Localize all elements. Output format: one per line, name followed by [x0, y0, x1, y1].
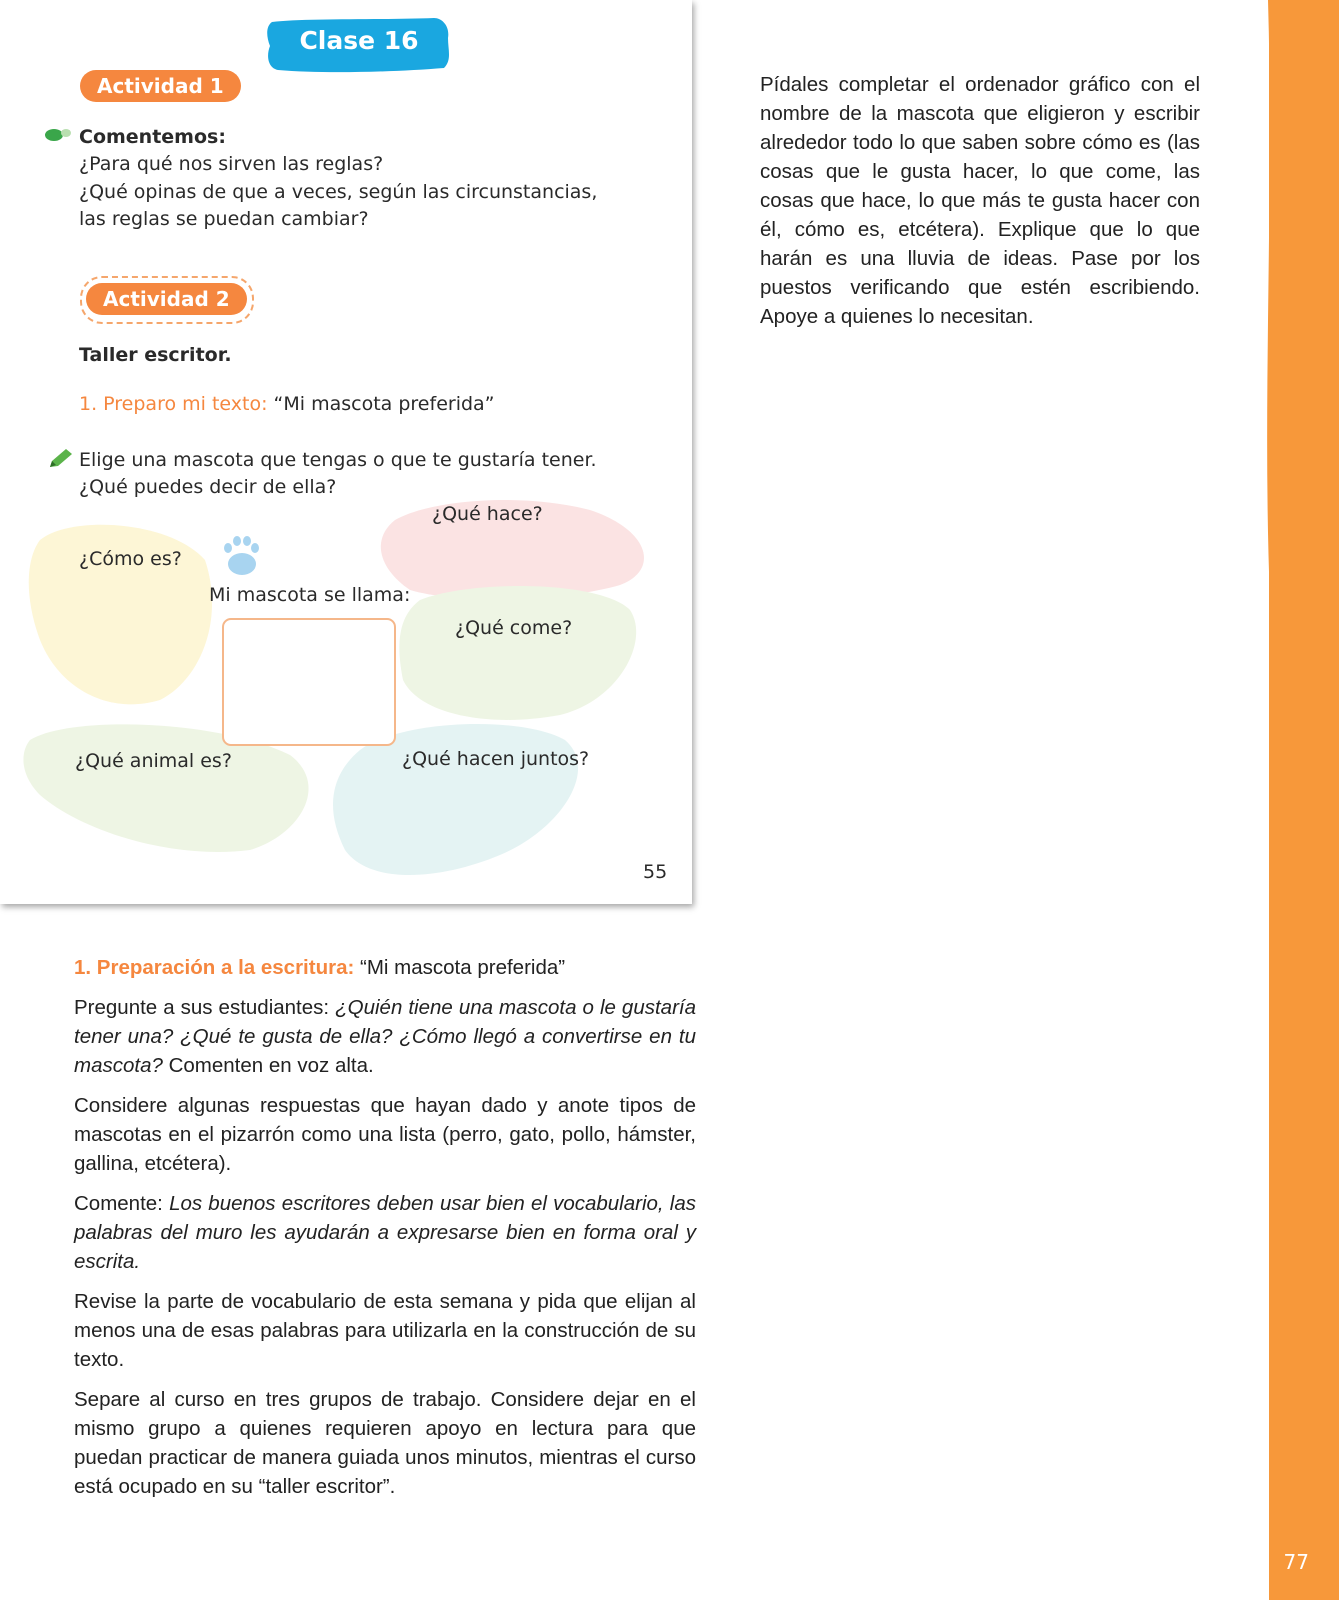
teacher-note-right: Pídales completar el ordenador gráfico con el nombre de la mascota que eligieron y escribir alrededor todo lo que saben sobre cómo es (las cosas que le gusta hacer, lo que come, las cosas que hace, lo que más te gusta hacer con él, cómo es, etcétera). Explique que lo que harán es una lluvia de ideas. Pase por los puestos verificando que estén escribiendo. Apoye a quienes lo necesitan.	[760, 73, 1200, 328]
paragraph-2: Considere algunas respuestas que hayan dado y anote tipos de mascotas en el pizarrón como una lista (perro, gato, pollo, hámster, gallina, etcétera).	[74, 1094, 696, 1175]
taller-label: Taller escritor.	[79, 344, 232, 366]
step-1-heading	[79, 393, 495, 415]
paragraph-3-quote: Los buenos escritores deben usar bien el vocabulario, las palabras del muro les ayudarán a expresarse bien en forma oral y escrita.	[74, 1192, 696, 1273]
paragraph-1-questions: ¿Quién tiene una mascota o le gustaría tener una? ¿Qué te gusta de ella? ¿Cómo llegó a convertirse en tu mascota?	[74, 996, 696, 1077]
paragraph-1-intro: Pregunte a sus estudiantes:	[74, 996, 330, 1019]
paragraph-1	[74, 993, 696, 1080]
actividad-2-badge: Actividad 2	[86, 283, 247, 315]
question-2-line-1: ¿Qué opinas de que a veces, según las circunstancias,	[79, 181, 598, 203]
step-1-prefix: 1. Preparo mi texto:	[79, 393, 268, 415]
paragraph-3	[74, 1189, 696, 1276]
question-1: ¿Para qué nos sirven las reglas?	[79, 153, 384, 175]
section-heading	[74, 953, 696, 982]
section-heading-title: “Mi mascota preferida”	[360, 956, 566, 979]
paragraph-5: Separe al curso en tres grupos de trabajo. Considere dejar en el mismo grupo a quienes requieren apoyo en lectura para que puedan practicar de manera guiada unos minutos, mientras el curso está ocupado en su “taller escritor”.	[74, 1388, 696, 1498]
speech-bubble-icon	[44, 127, 72, 143]
paragraph-1-end: Comenten en voz alta.	[168, 1054, 374, 1077]
que-animal-label: ¿Qué animal es?	[75, 750, 232, 772]
que-come-label: ¿Qué come?	[455, 617, 573, 639]
paragraph-4: Revise la parte de vocabulario de esta semana y pida que elijan al menos una de esas palabras para utilizarla en la construcción de su texto.	[74, 1290, 696, 1371]
student-page-number: 55	[643, 861, 668, 883]
side-band-wave	[1260, 0, 1280, 1600]
student-page	[0, 0, 692, 904]
instruction-1: Elige una mascota que tengas o que te gustaría tener.	[79, 449, 597, 471]
que-hace-label: ¿Qué hace?	[432, 503, 543, 525]
step-1-title: “Mi mascota preferida”	[273, 393, 495, 415]
comentemos-label: Comentemos:	[79, 126, 226, 148]
mascota-name-box[interactable]	[222, 618, 396, 746]
paw-icon	[218, 534, 264, 578]
outer-page-number: 77	[1283, 1550, 1309, 1574]
question-2-line-2: las reglas se puedan cambiar?	[79, 208, 369, 230]
section-heading-prefix: 1. Preparación a la escritura:	[74, 956, 355, 979]
mi-mascota-label: Mi mascota se llama:	[209, 584, 411, 606]
pencil-icon	[48, 447, 74, 469]
que-hacen-juntos-label: ¿Qué hacen juntos?	[402, 748, 590, 770]
como-es-label: ¿Cómo es?	[79, 548, 182, 570]
clase-title: Clase 16	[299, 26, 419, 55]
paragraph-3-intro: Comente:	[74, 1192, 163, 1215]
instruction-2: ¿Qué puedes decir de ella?	[79, 476, 337, 498]
actividad-1-badge: Actividad 1	[80, 70, 241, 102]
teacher-notes-bottom	[74, 953, 696, 1512]
